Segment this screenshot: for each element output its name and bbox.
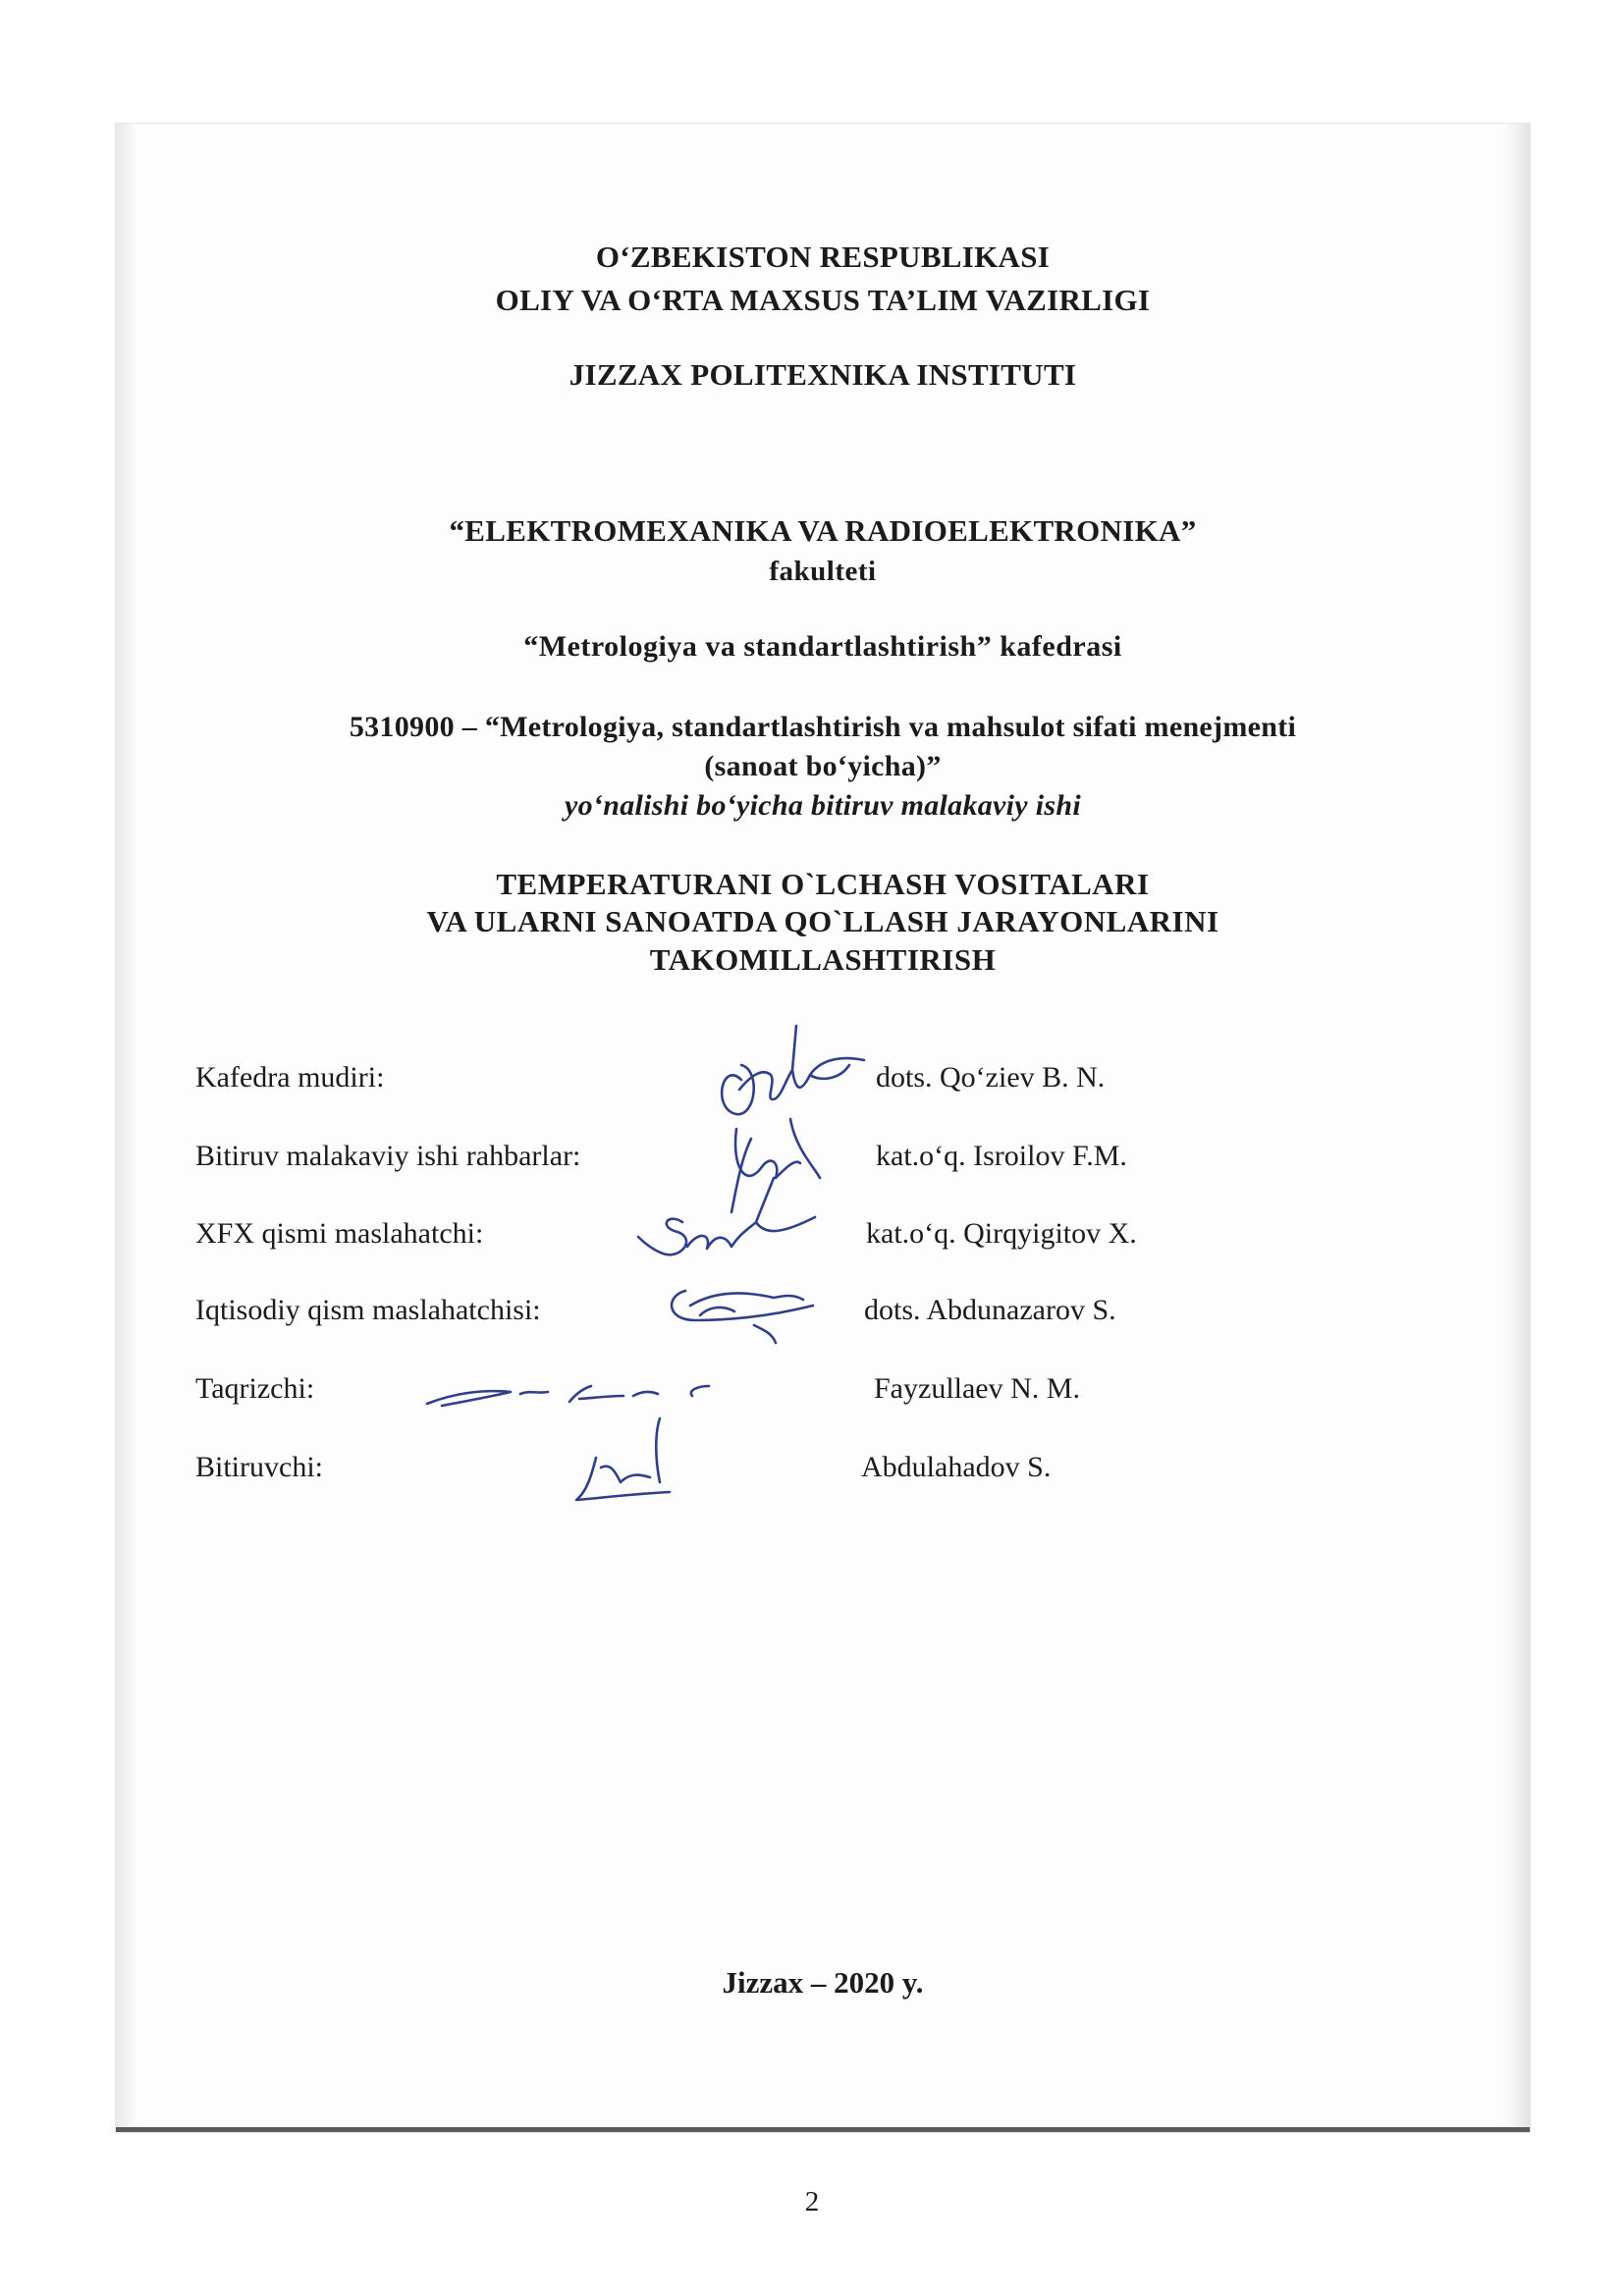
city-year: Jizzax – 2020 y. [722,1965,924,2000]
signatory-name-xfx-advisor: kat.o‘q. Qirqyigitov X. [866,1217,1137,1250]
institute-heading: JIZZAX POLITEXNIKA INSTITUTI [568,357,1077,392]
signatory-role-graduate: Bitiruvchi: [195,1451,323,1483]
department-name: “Metrologiya va standartlashtirish” kafedrasi [523,630,1122,663]
specialty-line-1: 5310900 – “Metrologiya, standartlashtirish va mahsulot sifati menejmenti [349,711,1297,743]
signatory-role-supervisor: Bitiruv malakaviy ishi rahbarlar: [195,1140,581,1172]
signatory-name-graduate: Abdulahadov S. [861,1451,1052,1483]
scan-bottom-edge [116,2127,1530,2132]
signatory-role-xfx-advisor: XFX qismi maslahatchi: [195,1217,484,1250]
specialty-line-2: (sanoat bo‘yicha)” [704,750,942,782]
thesis-title-line-2: VA ULARNI SANOATDA QO`LLASH JARAYONLARINI [426,904,1219,938]
thesis-title-line-1: TEMPERATURANI O`LCHASH VOSITALARI [496,867,1150,901]
specialty-line-3: yo‘nalishi bo‘yicha bitiruv malakaviy ishi [565,789,1081,822]
thesis-title-line-3: TAKOMILLASHTIRISH [649,942,997,977]
signature-reviewer [422,1374,736,1414]
signatory-role-reviewer: Taqrizchi: [195,1372,315,1405]
republic-heading: O‘ZBEKISTON RESPUBLIKASI [595,240,1051,274]
signature-economics-advisor [656,1276,823,1345]
ministry-heading: OLIY VA O‘RTA MAXSUS TA’LIM VAZIRLIGI [495,283,1151,317]
signatory-name-department-head: dots. Qo‘ziev B. N. [876,1061,1106,1094]
signature-xfx-advisor [628,1178,825,1286]
faculty-word: fakulteti [769,556,877,587]
signatory-role-department-head: Kafedra mudiri: [195,1061,385,1094]
signatory-name-supervisor: kat.o‘q. Isroilov F.M. [876,1140,1127,1172]
scan-shadow-right [1504,124,1530,2132]
page-number: 2 [804,2186,820,2217]
signatory-role-economics-advisor: Iqtisodiy qism maslahatchisi: [195,1294,541,1326]
signatory-name-reviewer: Fayzullaev N. M. [874,1372,1080,1405]
scan-shadow-left [116,124,137,2132]
signatory-name-economics-advisor: dots. Abdunazarov S. [864,1294,1116,1326]
faculty-name: “ELEKTROMEXANIKA VA RADIOELEKTRONIKA” [449,513,1197,548]
signature-graduate [562,1414,689,1512]
